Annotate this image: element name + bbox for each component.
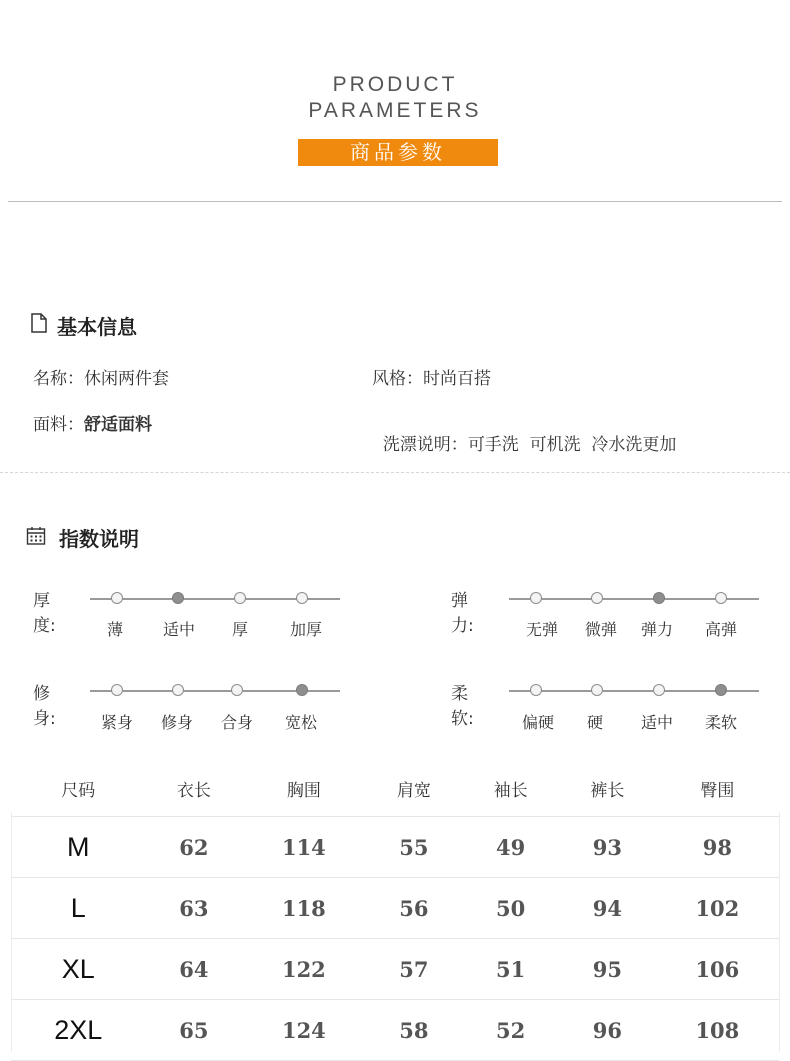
table-cell: 95 [559, 939, 656, 1000]
scale-dot [530, 592, 542, 604]
scale-label: 弹力: [451, 591, 474, 636]
size-cell: 2XL [11, 1000, 146, 1061]
scale-option: 硬 [587, 713, 604, 732]
table-header-row [11, 760, 779, 817]
style-row [372, 364, 491, 389]
scale-dot [172, 684, 184, 696]
table-cell: 102 [656, 878, 779, 939]
scale-option: 厚 [232, 620, 249, 639]
scale-option: 薄 [107, 620, 124, 639]
table-row [11, 939, 779, 1000]
fabric-value: 舒适面料 [84, 415, 152, 435]
scale-option: 适中 [163, 620, 196, 639]
column-header: 肩宽 [396, 780, 431, 801]
scale-option: 偏硬 [522, 713, 555, 732]
scale-option: 柔软 [705, 713, 738, 732]
scale-dot [296, 592, 308, 604]
size-cell: L [11, 878, 146, 939]
table-cell: 58 [365, 1000, 462, 1061]
table-row [11, 1000, 779, 1061]
scale-option: 加厚 [290, 620, 323, 639]
scale-option: 合身 [221, 713, 254, 732]
table-cell: 106 [656, 939, 779, 1000]
size-table [11, 760, 779, 1061]
table-cell: 108 [656, 1000, 779, 1061]
table-cell: 62 [146, 817, 243, 878]
scale-label: 柔软: [451, 684, 474, 729]
column-header: 胸围 [286, 780, 321, 801]
table-cell: 98 [656, 817, 779, 878]
scale-dot [653, 684, 665, 696]
scale-option: 弹力 [641, 620, 674, 639]
column-header: 臀围 [700, 780, 735, 801]
name-label: 名称： [33, 369, 84, 389]
column-header: 裤长 [590, 780, 625, 801]
scale-label: 厚度: [33, 591, 56, 636]
table-cell: 122 [242, 939, 365, 1000]
table-cell: 118 [242, 878, 365, 939]
document-icon [30, 313, 48, 337]
calendar-icon [26, 526, 46, 550]
scale-option: 高弹 [705, 620, 738, 639]
column-header: 尺码 [61, 780, 96, 801]
basic-info-title: 基本信息 [57, 315, 137, 339]
table-cell: 55 [365, 817, 462, 878]
table-cell: 63 [146, 878, 243, 939]
scale-option: 修身 [161, 713, 194, 732]
scale-dot [111, 592, 123, 604]
wash-value: 可手洗 可机洗 冷水洗更加 [467, 435, 677, 455]
column-header: 衣长 [176, 780, 211, 801]
table-cell: 94 [559, 878, 656, 939]
column-header: 袖长 [493, 780, 528, 801]
header-en-line2: PARAMETERS [308, 99, 482, 122]
scale-dot [715, 592, 727, 604]
scale-dot [172, 592, 184, 604]
table-cell: 52 [462, 1000, 559, 1061]
size-cell: M [11, 817, 146, 878]
scale-dot [111, 684, 123, 696]
table-cell: 49 [462, 817, 559, 878]
scale-dot [653, 592, 665, 604]
scale-label: 修身: [33, 684, 56, 729]
table-row [11, 817, 779, 878]
scale-option: 适中 [641, 713, 674, 732]
scale-option: 紧身 [101, 713, 134, 732]
table-cell: 96 [559, 1000, 656, 1061]
size-cell: XL [11, 939, 146, 1000]
wash-label: 洗漂说明： [382, 435, 468, 455]
table-cell: 124 [242, 1000, 365, 1061]
table-cell: 64 [146, 939, 243, 1000]
scale-dot [591, 592, 603, 604]
scale-dot [591, 684, 603, 696]
scale-option: 微弹 [585, 620, 618, 639]
wash-row [372, 410, 676, 455]
fabric-row [33, 410, 152, 435]
fabric-label: 面料： [33, 415, 84, 435]
table-cell: 114 [242, 817, 365, 878]
scale-dot [234, 592, 246, 604]
scale-option: 无弹 [526, 620, 559, 639]
scale-dot [530, 684, 542, 696]
table-cell: 57 [365, 939, 462, 1000]
header-en-line1: PRODUCT [332, 73, 458, 96]
scale-option: 宽松 [285, 713, 318, 732]
table-row [11, 878, 779, 939]
section-divider [0, 472, 790, 473]
style-label: 风格： [372, 369, 423, 389]
table-cell: 65 [146, 1000, 243, 1061]
name-value: 休闲两件套 [84, 369, 169, 389]
scale-dot [296, 684, 308, 696]
header-badge: 商品参数 [298, 139, 498, 166]
index-title: 指数说明 [59, 527, 139, 551]
table-cell: 56 [365, 878, 462, 939]
table-cell: 51 [462, 939, 559, 1000]
table-cell: 93 [559, 817, 656, 878]
header-divider [8, 201, 782, 202]
name-row [33, 364, 169, 389]
table-cell: 50 [462, 878, 559, 939]
style-value: 时尚百搭 [423, 369, 491, 389]
scale-dot [715, 684, 727, 696]
scale-dot [231, 684, 243, 696]
